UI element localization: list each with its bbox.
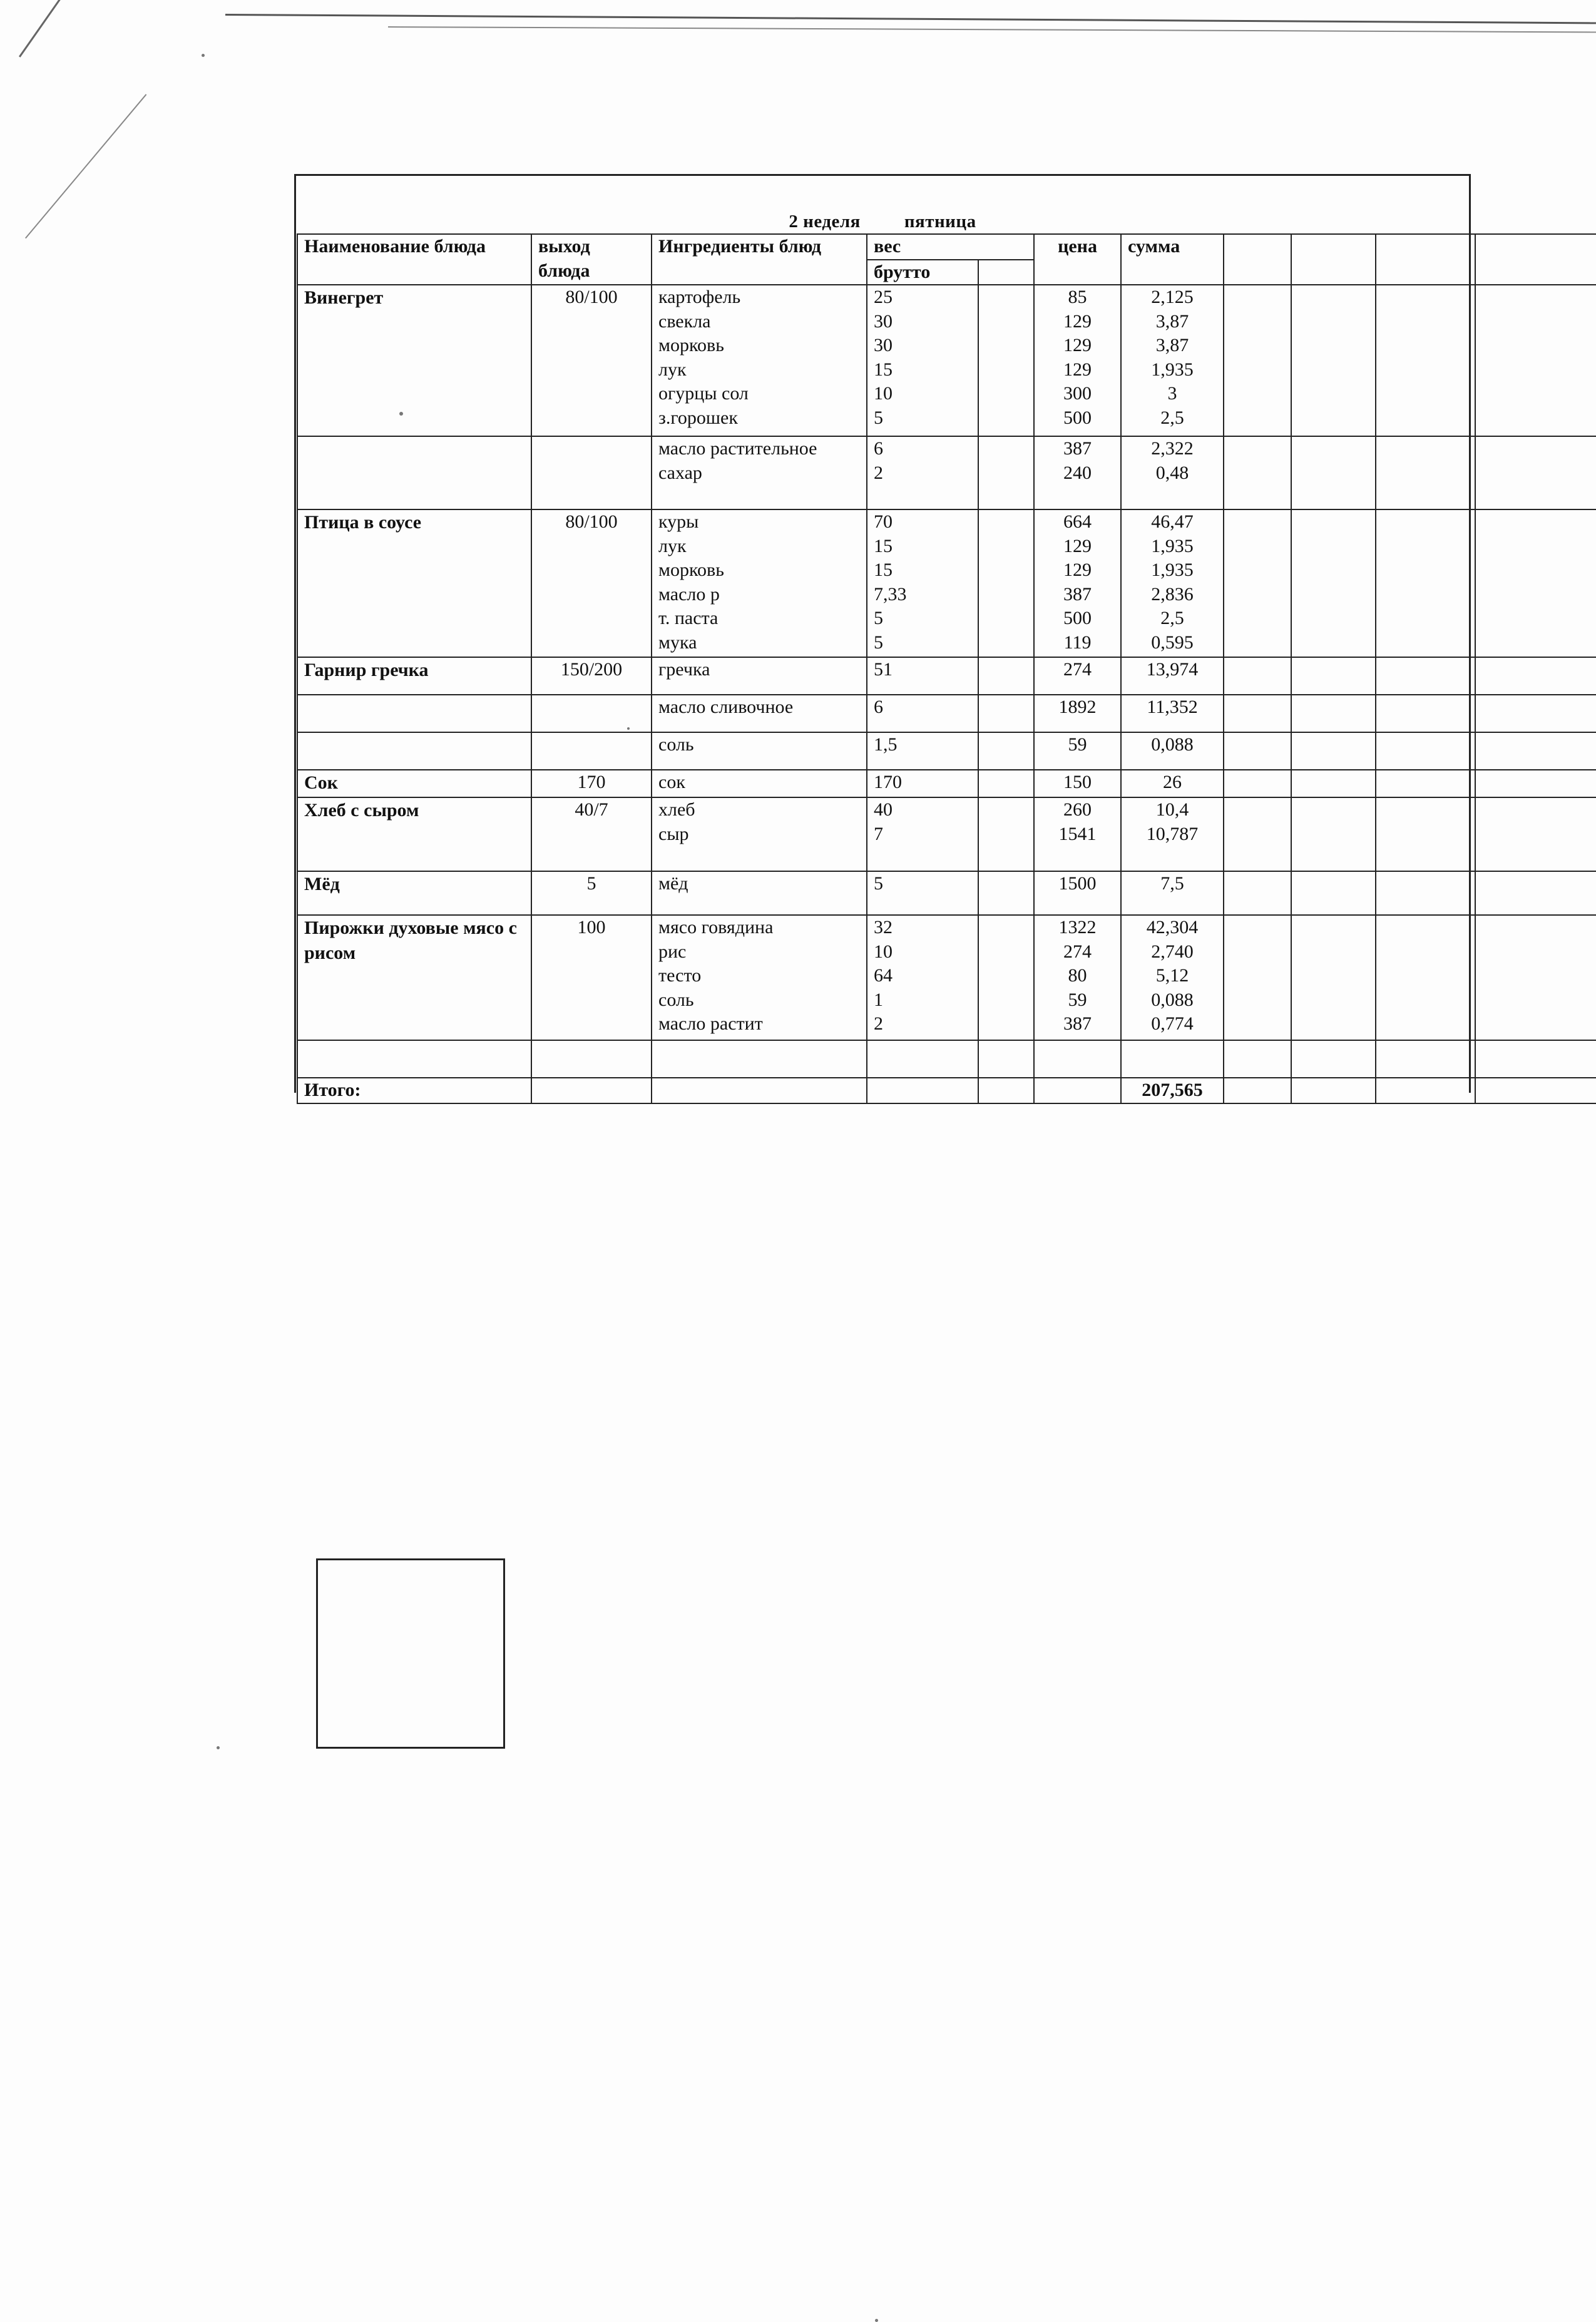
- empty-cell: [978, 1040, 1034, 1078]
- header-yield-line2: блюда: [538, 260, 590, 281]
- ingredient-price-value: 274: [1063, 659, 1092, 680]
- ingredient-sum-value: 0,774: [1151, 1013, 1194, 1034]
- table-row: [297, 732, 1596, 770]
- ingredient-price-value: 1322: [1058, 917, 1097, 938]
- ingredient-name: [652, 285, 867, 436]
- header-price: цена: [1034, 234, 1121, 285]
- ingredient-price-value: 387: [1063, 1013, 1092, 1034]
- ingredient-name-value: з.горошек: [658, 407, 738, 428]
- header-yield: [531, 234, 652, 285]
- empty-cell: [1291, 1078, 1376, 1103]
- ingredient-price-value: 129: [1063, 359, 1092, 380]
- dish-yield: [531, 732, 652, 770]
- ingredient-price-value: 129: [1063, 310, 1092, 332]
- ingredient-price-value: 500: [1063, 407, 1092, 428]
- ingredient-weight-value: 5: [874, 632, 883, 653]
- empty-cell: [1475, 285, 1596, 436]
- empty-cell: [978, 915, 1034, 1040]
- ingredient-sum-value: 2,740: [1151, 941, 1194, 962]
- ingredient-name-value: картофель: [658, 287, 741, 307]
- header-ingredients: Ингредиенты блюд: [652, 234, 867, 285]
- empty-cell: [1291, 436, 1376, 509]
- ingredient-weight: [867, 436, 978, 509]
- empty-cell: [1224, 285, 1291, 436]
- table-row: [297, 695, 1596, 732]
- empty-cell: [1291, 797, 1376, 871]
- dish-name: Птица в соусе: [297, 509, 531, 657]
- ingredient-price-value: 85: [1068, 287, 1087, 307]
- ingredient-name: [652, 797, 867, 871]
- ingredient-price-value: 240: [1063, 462, 1092, 483]
- empty-cell: [1376, 871, 1475, 915]
- table-row-empty: [297, 1040, 1596, 1078]
- ingredient-name-value: сок: [658, 772, 685, 792]
- ingredient-name-value: мёд: [658, 873, 688, 894]
- empty-cell: [978, 436, 1034, 509]
- empty-cell: [1291, 732, 1376, 770]
- empty-cell: [978, 770, 1034, 797]
- empty-cell: [978, 509, 1034, 657]
- table-row: [297, 509, 1596, 657]
- ingredient-sum-value: 13,974: [1146, 659, 1199, 680]
- ingredient-weight: [867, 732, 978, 770]
- ingredient-name: [652, 695, 867, 732]
- empty-cell: [1376, 436, 1475, 509]
- ingredient-name-value: лук: [658, 535, 687, 556]
- ingredient-weight-value: 15: [874, 560, 893, 580]
- ingredient-price: [1034, 871, 1121, 915]
- ingredient-sum-value: 2,125: [1151, 287, 1194, 307]
- empty-cell: [978, 260, 1034, 285]
- ingredient-price-value: 1500: [1058, 873, 1097, 894]
- empty-cell: [531, 1040, 652, 1078]
- ingredient-price-value: 80: [1068, 965, 1087, 986]
- ingredient-price: [1034, 915, 1121, 1040]
- ingredient-sum-value: 42,304: [1146, 917, 1199, 938]
- table-row: [297, 871, 1596, 915]
- ingredient-price: [1034, 285, 1121, 436]
- ingredient-name-value: лук: [658, 359, 687, 380]
- ingredient-price-value: 260: [1063, 799, 1092, 820]
- ingredient-weight: [867, 657, 978, 695]
- ingredient-sum: [1121, 915, 1224, 1040]
- ingredient-weight: [867, 797, 978, 871]
- ingredient-sum: [1121, 770, 1224, 797]
- empty-cell: [1376, 695, 1475, 732]
- empty-cell: [1224, 871, 1291, 915]
- empty-cell: [1475, 234, 1596, 285]
- table-row: [297, 915, 1596, 1040]
- ingredient-sum-value: 0,595: [1151, 632, 1194, 653]
- ingredient-price-value: 129: [1063, 335, 1092, 355]
- empty-cell: [1376, 770, 1475, 797]
- ingredient-price-value: 59: [1068, 989, 1087, 1010]
- empty-cell: [1224, 1078, 1291, 1103]
- empty-cell: [1475, 436, 1596, 509]
- ingredient-price-value: 119: [1063, 632, 1092, 653]
- empty-cell: [1475, 915, 1596, 1040]
- empty-cell: [978, 1078, 1034, 1103]
- ingredient-name: [652, 436, 867, 509]
- ingredient-price: [1034, 436, 1121, 509]
- ingredient-weight-value: 5: [874, 407, 883, 428]
- scan-speck: [202, 54, 205, 57]
- dish-yield: 5: [531, 871, 652, 915]
- empty-cell: [1376, 1078, 1475, 1103]
- scan-speck: [217, 1746, 220, 1749]
- empty-cell: [1224, 436, 1291, 509]
- ingredient-weight-value: 5: [874, 873, 883, 894]
- empty-cell: [1376, 732, 1475, 770]
- dish-name: [297, 436, 531, 509]
- ingredient-sum-value: 3,87: [1155, 335, 1189, 355]
- stamp-box: [316, 1558, 505, 1749]
- empty-cell: [1475, 1040, 1596, 1078]
- empty-cell: [652, 1078, 867, 1103]
- ingredient-sum-value: 2,836: [1151, 583, 1194, 605]
- scan-edge-line: [225, 14, 1596, 33]
- empty-cell: [1475, 509, 1596, 657]
- ingredient-name: [652, 915, 867, 1040]
- ingredient-name-value: соль: [658, 734, 694, 755]
- ingredient-sum-value: 3,87: [1155, 310, 1189, 332]
- ingredient-sum: [1121, 695, 1224, 732]
- empty-cell: [1291, 770, 1376, 797]
- header-weight-sub: брутто: [867, 260, 978, 285]
- title-week: 2 неделя: [789, 212, 861, 232]
- ingredient-sum-value: 46,47: [1151, 511, 1194, 532]
- dish-yield: 40/7: [531, 797, 652, 871]
- ingredient-weight-value: 32: [874, 917, 893, 938]
- ingredient-sum: [1121, 285, 1224, 436]
- ingredient-sum-value: 1,935: [1151, 560, 1194, 580]
- empty-cell: [297, 1040, 531, 1078]
- header-dish: Наименование блюда: [297, 234, 531, 285]
- ingredient-sum: [1121, 732, 1224, 770]
- dish-yield: [531, 695, 652, 732]
- empty-cell: [1376, 234, 1475, 285]
- ingredient-sum-value: 2,322: [1151, 438, 1194, 459]
- empty-cell: [1376, 797, 1475, 871]
- empty-cell: [1291, 1040, 1376, 1078]
- ingredient-weight-value: 10: [874, 383, 893, 404]
- ingredient-name-value: свекла: [658, 310, 711, 332]
- header-yield-line1: выход: [538, 236, 590, 257]
- header-weight: вес: [867, 234, 1034, 260]
- empty-cell: [1376, 657, 1475, 695]
- ingredient-name: [652, 509, 867, 657]
- ingredient-weight-value: 6: [874, 697, 883, 717]
- empty-cell: [1291, 285, 1376, 436]
- empty-cell: [1475, 770, 1596, 797]
- dish-name: [297, 732, 531, 770]
- ingredient-price: [1034, 509, 1121, 657]
- scan-corner-line: [25, 94, 146, 238]
- empty-cell: [1224, 695, 1291, 732]
- ingredient-weight-value: 30: [874, 335, 893, 355]
- table-row: [297, 657, 1596, 695]
- ingredient-weight-value: 25: [874, 287, 893, 307]
- empty-cell: [867, 1078, 978, 1103]
- ingredient-name-value: морковь: [658, 560, 724, 580]
- ingredient-name-value: хлеб: [658, 799, 695, 820]
- empty-cell: [1291, 657, 1376, 695]
- ingredient-sum: [1121, 436, 1224, 509]
- ingredient-sum-value: 11,352: [1147, 697, 1198, 717]
- dish-yield: 170: [531, 770, 652, 797]
- empty-cell: [1224, 797, 1291, 871]
- table-row: [297, 285, 1596, 436]
- scan-speck: [875, 2319, 878, 2322]
- scan-speck: [399, 412, 403, 416]
- ingredient-price-value: 129: [1063, 535, 1092, 556]
- empty-cell: [1475, 657, 1596, 695]
- table-row: [297, 436, 1596, 509]
- ingredient-weight: [867, 285, 978, 436]
- scan-speck: [627, 727, 630, 730]
- dish-yield: 100: [531, 915, 652, 1040]
- empty-cell: [978, 871, 1034, 915]
- ingredient-sum-value: 2,5: [1160, 407, 1184, 428]
- ingredient-weight: [867, 871, 978, 915]
- ingredient-sum-value: 3: [1167, 383, 1177, 404]
- ingredient-sum-value: 10,787: [1146, 823, 1199, 844]
- ingredient-price-value: 300: [1063, 383, 1092, 404]
- ingredient-price-value: 274: [1063, 941, 1092, 962]
- header-sum: сумма: [1121, 234, 1224, 285]
- dish-yield: 150/200: [531, 657, 652, 695]
- ingredient-weight-value: 10: [874, 941, 893, 962]
- ingredient-price-value: 387: [1063, 438, 1092, 459]
- dish-name: Мёд: [297, 871, 531, 915]
- empty-cell: [1291, 509, 1376, 657]
- empty-cell: [978, 657, 1034, 695]
- ingredient-sum: [1121, 657, 1224, 695]
- dish-name: Пирожки духовые мясо с рисом: [297, 915, 531, 1040]
- ingredient-price-value: 129: [1063, 560, 1092, 580]
- empty-cell: [1291, 871, 1376, 915]
- ingredient-weight-value: 1: [874, 989, 883, 1010]
- title-day: пятница: [904, 212, 976, 232]
- ingredient-price-value: 1541: [1058, 823, 1097, 844]
- ingredient-name-value: огурцы сол: [658, 383, 749, 404]
- ingredient-name-value: т. паста: [658, 608, 719, 628]
- empty-cell: [1376, 285, 1475, 436]
- empty-cell: [1475, 695, 1596, 732]
- ingredient-sum-value: 1,935: [1151, 535, 1194, 556]
- ingredient-name-value: куры: [658, 511, 699, 532]
- ingredient-name: [652, 657, 867, 695]
- ingredient-price: [1034, 732, 1121, 770]
- empty-cell: [1224, 234, 1291, 285]
- ingredient-price-value: 387: [1063, 583, 1092, 605]
- dish-name: Гарнир гречка: [297, 657, 531, 695]
- ingredient-sum: [1121, 871, 1224, 915]
- ingredient-weight-value: 30: [874, 310, 893, 332]
- ingredient-weight-value: 170: [874, 772, 902, 792]
- ingredient-price: [1034, 695, 1121, 732]
- ingredient-name-value: мука: [658, 632, 697, 653]
- ingredient-weight: [867, 509, 978, 657]
- empty-cell: [1224, 657, 1291, 695]
- empty-cell: [1291, 234, 1376, 285]
- empty-cell: [531, 1078, 652, 1103]
- empty-cell: [1121, 1040, 1224, 1078]
- dish-name: Винегрет: [297, 285, 531, 436]
- empty-cell: [978, 732, 1034, 770]
- ingredient-weight-value: 6: [874, 438, 883, 459]
- empty-cell: [1224, 915, 1291, 1040]
- ingredient-sum-value: 26: [1163, 772, 1182, 792]
- ingredient-name-value: рис: [658, 941, 687, 962]
- dish-yield: [531, 436, 652, 509]
- ingredient-sum: [1121, 509, 1224, 657]
- dish-yield: 80/100: [531, 285, 652, 436]
- empty-cell: [1376, 1040, 1475, 1078]
- ingredient-name-value: масло сливочное: [658, 697, 794, 717]
- ingredient-sum-value: 1,935: [1151, 359, 1194, 380]
- ingredient-name-value: масло растит: [658, 1013, 763, 1034]
- ingredient-name-value: масло растительное: [658, 438, 817, 459]
- empty-cell: [1376, 915, 1475, 1040]
- empty-cell: [978, 695, 1034, 732]
- empty-cell: [1475, 1078, 1596, 1103]
- empty-cell: [1034, 1040, 1121, 1078]
- ingredient-weight-value: 2: [874, 462, 883, 483]
- ingredient-price-value: 150: [1063, 772, 1092, 792]
- ingredient-weight-value: 1,5: [874, 734, 898, 755]
- total-label: Итого:: [297, 1078, 531, 1103]
- page-title: [294, 212, 1471, 232]
- ingredient-weight-value: 64: [874, 965, 893, 986]
- ingredient-weight-value: 2: [874, 1013, 883, 1034]
- ingredient-weight: [867, 915, 978, 1040]
- empty-cell: [1475, 797, 1596, 871]
- empty-cell: [1475, 732, 1596, 770]
- dish-name: Сок: [297, 770, 531, 797]
- ingredient-name: [652, 871, 867, 915]
- ingredient-name: [652, 732, 867, 770]
- dish-name: Хлеб с сыром: [297, 797, 531, 871]
- ingredient-weight-value: 15: [874, 359, 893, 380]
- ingredient-weight-value: 5: [874, 608, 883, 628]
- dish-yield: 80/100: [531, 509, 652, 657]
- ingredient-price-value: 500: [1063, 608, 1092, 628]
- ingredient-name-value: сыр: [658, 823, 689, 844]
- ingredient-weight-value: 7: [874, 823, 883, 844]
- ingredient-name-value: мясо говядина: [658, 917, 774, 938]
- empty-cell: [1291, 695, 1376, 732]
- ingredient-sum-value: 10,4: [1155, 799, 1189, 820]
- ingredient-sum-value: 0,088: [1151, 734, 1194, 755]
- ingredient-sum: [1121, 797, 1224, 871]
- ingredient-name-value: соль: [658, 989, 694, 1010]
- empty-cell: [1224, 770, 1291, 797]
- ingredient-weight: [867, 695, 978, 732]
- ingredient-name-value: сахар: [658, 462, 702, 483]
- total-sum: 207,565: [1121, 1078, 1224, 1103]
- ingredient-weight: [867, 770, 978, 797]
- empty-cell: [978, 797, 1034, 871]
- empty-cell: [867, 1040, 978, 1078]
- ingredient-price-value: 59: [1068, 734, 1087, 755]
- ingredient-price-value: 664: [1063, 511, 1092, 532]
- empty-cell: [978, 285, 1034, 436]
- empty-cell: [1291, 915, 1376, 1040]
- empty-cell: [1224, 509, 1291, 657]
- ingredient-price: [1034, 770, 1121, 797]
- ingredient-price-value: 1892: [1058, 697, 1097, 717]
- ingredient-weight-value: 51: [874, 659, 893, 680]
- scan-corner-line: [19, 0, 142, 58]
- ingredient-weight-value: 15: [874, 535, 893, 556]
- empty-cell: [1224, 1040, 1291, 1078]
- table-row: [297, 770, 1596, 797]
- table-row: [297, 797, 1596, 871]
- empty-cell: [1475, 871, 1596, 915]
- empty-cell: [1224, 732, 1291, 770]
- ingredient-price: [1034, 657, 1121, 695]
- ingredient-sum-value: 7,5: [1160, 873, 1184, 894]
- ingredient-sum-value: 2,5: [1160, 608, 1184, 628]
- ingredient-weight-value: 40: [874, 799, 893, 820]
- empty-cell: [652, 1040, 867, 1078]
- menu-cost-table: [297, 233, 1596, 1104]
- empty-cell: [1376, 509, 1475, 657]
- ingredient-name: [652, 770, 867, 797]
- ingredient-sum-value: 0,088: [1151, 989, 1194, 1010]
- ingredient-name-value: масло р: [658, 583, 720, 605]
- ingredient-price: [1034, 797, 1121, 871]
- total-row: [297, 1078, 1596, 1103]
- empty-cell: [1034, 1078, 1121, 1103]
- ingredient-name-value: гречка: [658, 659, 710, 680]
- ingredient-weight-value: 7,33: [874, 583, 907, 605]
- header-row: [297, 234, 1596, 260]
- ingredient-sum-value: 0,48: [1155, 462, 1189, 483]
- ingredient-name-value: тесто: [658, 965, 702, 986]
- ingredient-sum-value: 5,12: [1155, 965, 1189, 986]
- ingredient-weight-value: 70: [874, 511, 893, 532]
- ingredient-name-value: морковь: [658, 335, 724, 355]
- dish-name: [297, 695, 531, 732]
